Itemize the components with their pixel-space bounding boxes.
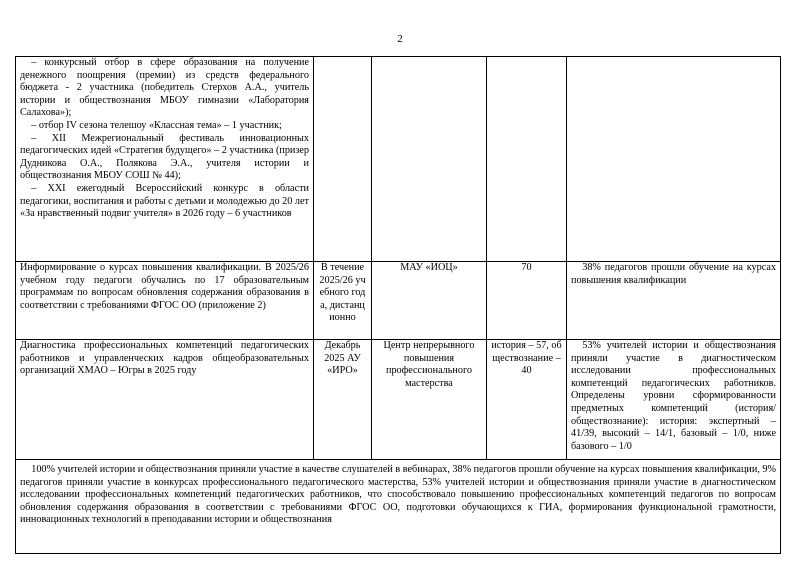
event-cell <box>16 57 314 262</box>
event-cell: Диагностика профессиональных компетенций педагогических работников и управленческих кадров общеобразовательных организаций ХМАО – Югры в 2025 году <box>16 340 314 460</box>
result-cell: 38% педагогов прошли обучение на курсах повышения квалификации <box>567 262 781 340</box>
organizer-cell: МАУ «ИОЦ» <box>372 262 487 340</box>
table-row <box>16 262 781 340</box>
table-row <box>16 340 781 460</box>
organizer-cell: Центр непрерывного повышения профессионального мастерства <box>372 340 487 460</box>
result-cell <box>567 57 781 262</box>
date-cell: В течение 2025/26 учебного года, дистанционно <box>314 262 372 340</box>
contest-line: – XII Межрегиональный фестиваль инновационных педагогических идей «Стратегия будущего» – 2 участника (призер Дудникова О.А., Полякова Э.А., учителя истории и обществознания МБОУ СОШ № 44); <box>20 132 309 182</box>
participants-cell <box>487 57 567 262</box>
participants-cell: 70 <box>487 262 567 340</box>
contest-line: – конкурсный отбор в сфере образования на получение денежного поощрения (премии) из средств федерального бюджета - 2 участника (победитель Стерхов А.А., учитель истории и обществознания МБОУ гимназии «Лаборатория Салахова»); <box>20 57 309 119</box>
organizer-cell <box>372 57 487 262</box>
summary-cell: 100% учителей истории и обществознания приняли участие в качестве слушателей в вебинарах, 38% педагогов прошли обучение на курсах повышения квалификации, 9% педагогов приняли участие в конкурсах профессионального педагогического мастерства, 53% учителей истории и обществознания приняли участие в диагностическом исследовании профессиональных компетенций педагогических работников, что способствовало повышению профессиональных компетенций педагогов по вопросам обновления содержания образования в соответствии с требованиями ФГОС ОО, подготовки обучающихся к ГИА, формирования функциональной грамотности, инновационных технологий в преподавании истории и обществознания <box>16 460 781 554</box>
contest-line: – XXI ежегодный Всероссийский конкурс в области педагогики, воспитания и работы с детьми и молодежью до 20 лет «За нравственный подвиг учителя» в 2026 году – 6 участников <box>20 182 309 220</box>
date-cell: Декабрь 2025 АУ «ИРО» <box>314 340 372 460</box>
contest-line: – отбор IV сезона телешоу «Классная тема» – 1 участник; <box>31 119 282 131</box>
table-row <box>16 460 781 554</box>
activities-table <box>15 56 781 554</box>
date-cell <box>314 57 372 262</box>
page-number: 2 <box>397 33 403 45</box>
table-row <box>16 57 781 262</box>
participants-cell: история – 57, обществознание – 40 <box>487 340 567 460</box>
result-cell: 53% учителей истории и обществознания приняли участие в диагностическом исследовании профессиональных компетенций педагогических работников. Определены уровни сформированности предметных компетенций (история/обществознание): история: экспертный – 41/39, высокий – 14/1, базовый – 1/0, ниже базового – 1/0 <box>567 340 781 460</box>
event-cell: Информирование о курсах повышения квалификации. В 2025/26 учебном году педагоги обучались по 17 образовательным программам по вопросам обновления содержания образования в соответствии с требованиями ФГОС ОО (приложение 2) <box>16 262 314 340</box>
